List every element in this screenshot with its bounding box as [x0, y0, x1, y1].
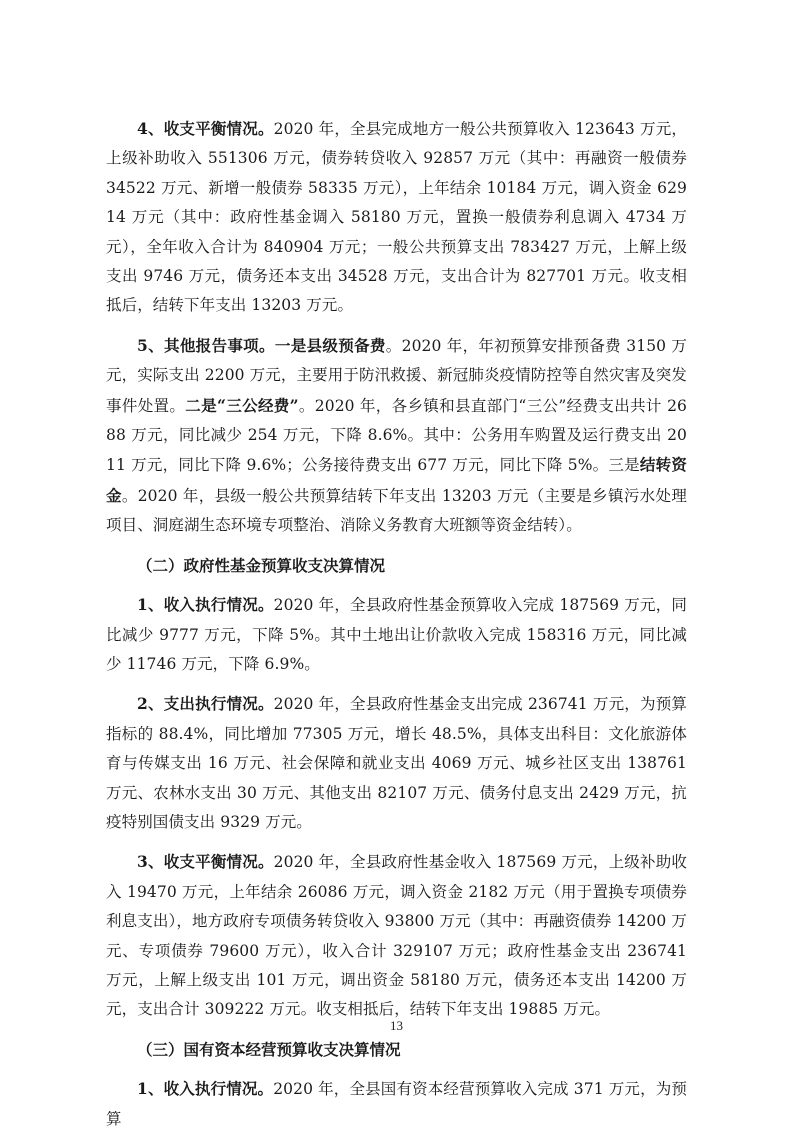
- paragraph-text: 2020 年，全县政府性基金收入 187569 万元，上级补助收入 19470 万元，上年结余 26086 万元，调入资金 2182 万元（用于置换专项债券利息支出），地方政府专项债务转贷收入 93800 万元（其中：再融资债券 14200 万元、专项债券 79600 万元），收入合计 329107 万元；政府性基金支出 236741 万元，上解上级支出 101 万元，调出资金 58180 万元，债务还本支出 14200 万元，支出合计 309222 万元。收支相抵后，结转下年支出 19885 万元。: [106, 853, 687, 1019]
- page-number: 13: [390, 1018, 403, 1033]
- paragraph-text: 2020 年，全县政府性基金支出完成 236741 万元，为预算指标的 88.4%，同比增加 77305 万元，增长 48.5%，具体支出科目：文化旅游体育与传媒支出 16 万元、社会保障和就业支出 4069 万元、城乡社区支出 138761 万元、农林水支出 30 万元、其他支出 82107 万元、债务付息支出 2429 万元，抗疫特别国债支出 9329 万元。: [106, 695, 687, 831]
- reserve-fund-label: 一是县级预备费: [274, 335, 386, 355]
- paragraph-other-matters: [106, 331, 687, 541]
- section-heading-government-fund: （二）政府性基金预算收支决算情况: [137, 555, 386, 575]
- section-heading-state-capital: （三）国有资本经营预算收支决算情况: [137, 1039, 401, 1059]
- paragraph-lead: 2、支出执行情况。: [137, 694, 274, 714]
- paragraph-text: 2020 年，全县政府性基金预算收入完成 187569 万元，同比减少 9777 万元，下降 5%。其中土地出让价款收入完成 158316 万元，同比减少 11746 万元，下降 6.9%。: [106, 596, 687, 673]
- paragraph-capital-revenue: [106, 1074, 687, 1134]
- paragraph-fund-expenditure: [106, 689, 687, 837]
- paragraph-text: 。2020 年，各乡镇和县直部门“三公”经费支出共计 2688 万元，同比减少 254 万元，下降 8.6%。其中：公务用车购置及运行费支出 2011 万元，同比下降 9.6%；公务接待费支出 677 万元，同比下降 5%。三是: [106, 396, 687, 475]
- paragraph-text: 2020 年，全县完成地方一般公共预算收入 123643 万元，上级补助收入 551306 万元，债券转贷收入 92857 万元（其中：再融资一般债券 34522 万元、新增一般债券 58335 万元），上年结余 10184 万元，调入资金 62914 万元（其中：政府性基金调入 58180 万元，置换一般债券利息调入 4734 万元），全年收入合计为 840904 万元；一般公共预算支出 783427 万元，上解上级支出 9746 万元，债务还本支出 34528 万元，支出合计为 827701 万元。收支相抵后，结转下年支出 13203 万元。: [106, 120, 687, 315]
- three-public-expenses-label: 二是“三公经费”: [185, 395, 299, 415]
- paragraph-lead: 1、收入执行情况。: [137, 595, 274, 615]
- paragraph-fund-revenue: [106, 590, 687, 679]
- paragraph-lead: 5、其他报告事项。: [137, 335, 275, 355]
- paragraph-fund-balance: [106, 847, 687, 1024]
- paragraph-text: 2020 年，全县国有资本经营预算收入完成 371 万元，为预算: [106, 1080, 687, 1128]
- paragraph-lead: 4、收支平衡情况。: [137, 119, 274, 138]
- carryover-funds-label: 结转资金: [106, 455, 687, 505]
- paragraph-balance-general: [106, 114, 687, 321]
- paragraph-lead: 1、收入执行情况。: [137, 1079, 274, 1099]
- paragraph-text: 。2020 年，县级一般公共预算结转下年支出 13203 万元（主要是乡镇污水处理项目、洞庭湖生态环境专项整治、消除义务教育大班额等资金结转）。: [106, 486, 687, 535]
- paragraph-text: 。2020 年，年初预算安排预备费 3150 万元，实际支出 2200 万元，主要用于防汛救援、新冠肺炎疫情防控等自然灾害及突发事件处置。: [106, 336, 687, 415]
- paragraph-lead: 3、收支平衡情况。: [137, 852, 274, 872]
